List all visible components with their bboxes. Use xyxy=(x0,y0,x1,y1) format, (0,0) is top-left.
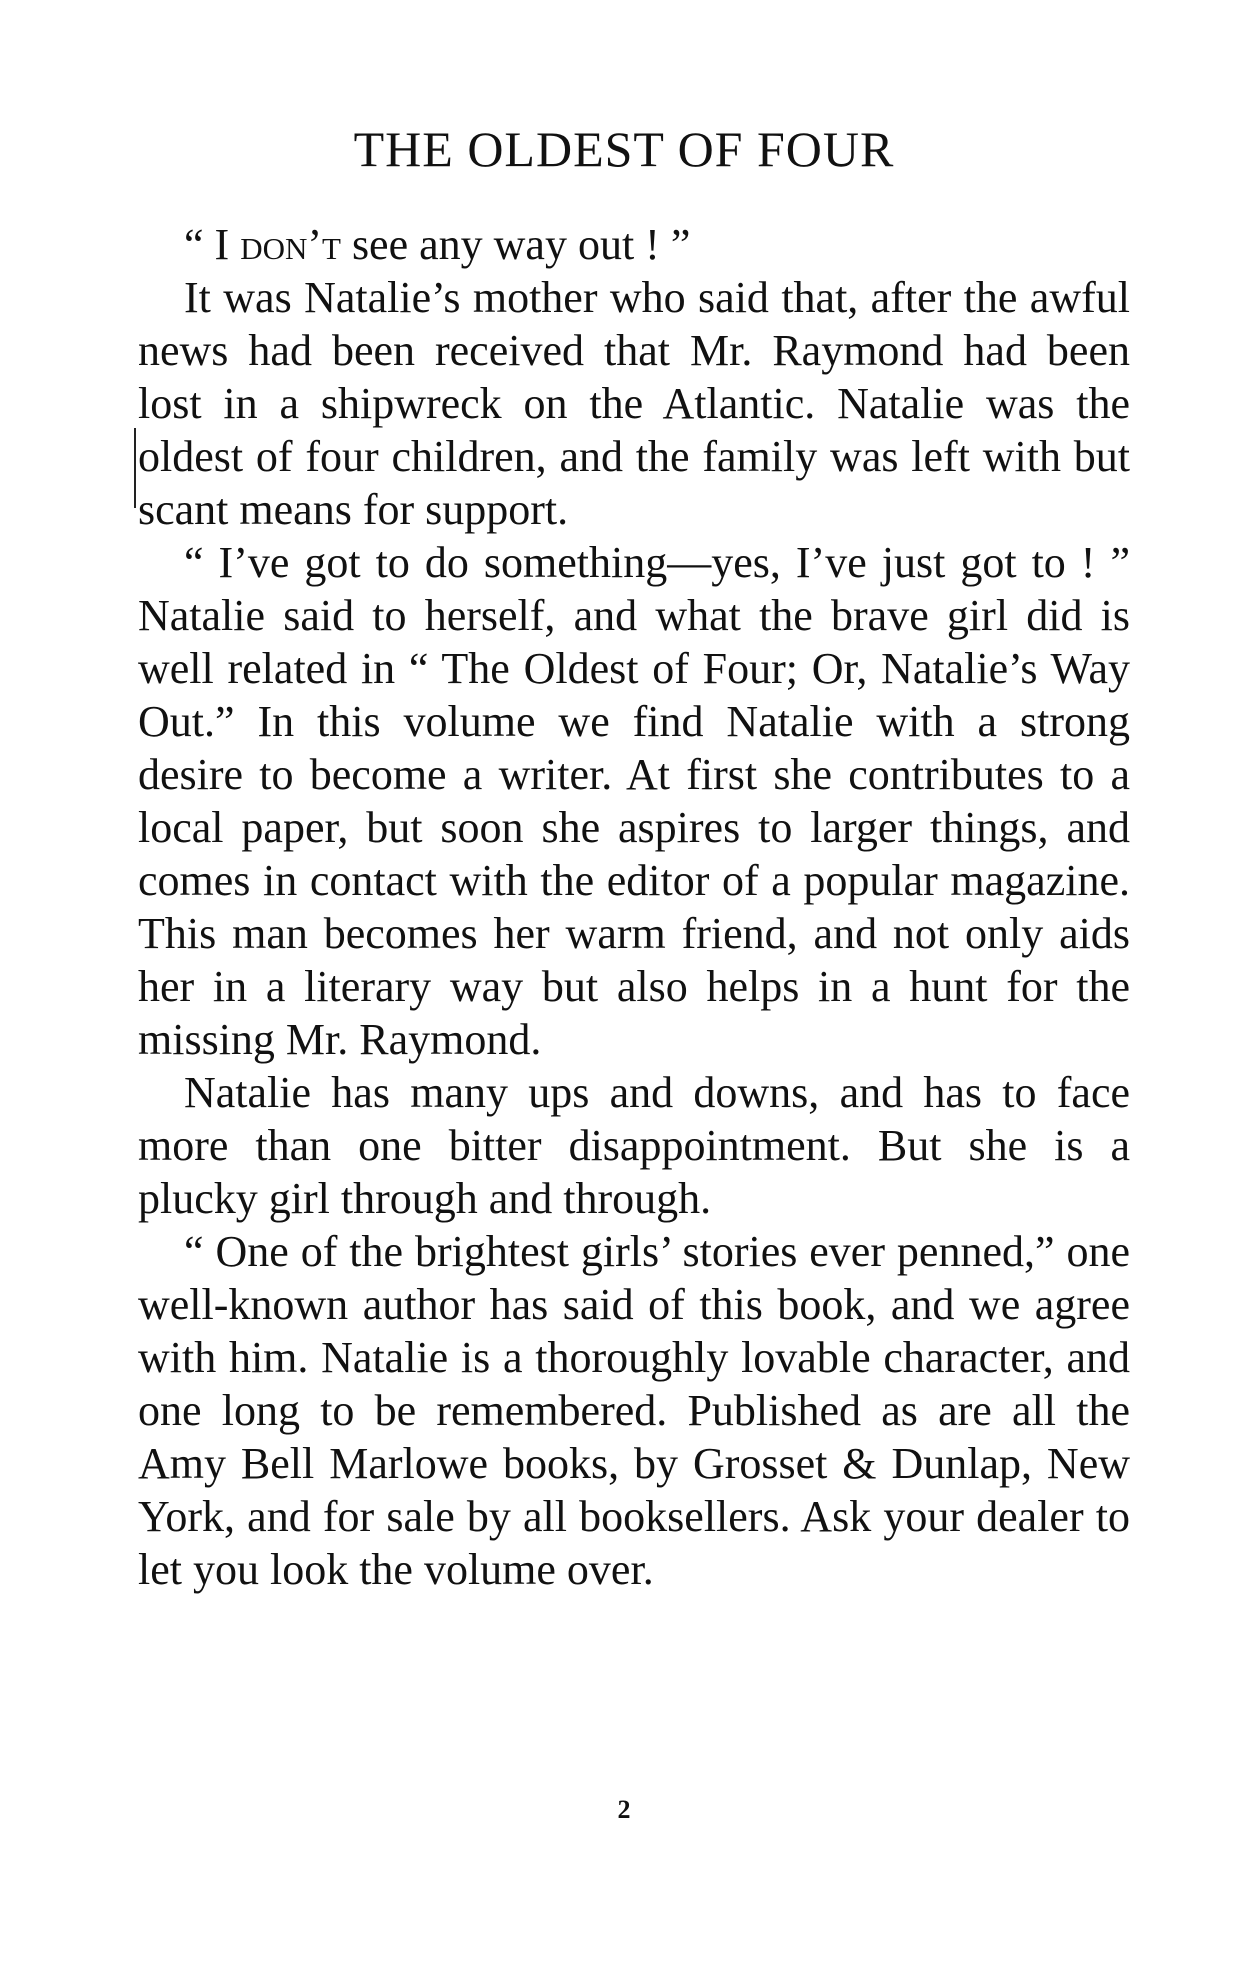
opening-quote-rest: see any way out ! ” xyxy=(340,220,691,269)
paragraph-review: “ One of the brightest girls’ stories ever penned,” one well-known author has said of this book, and we agree with him. Natalie is a thoroughly lovable character, and one long to be remembered. Published as are all the Amy Bell Marlowe books, by Grosset & Dunlap, New York, and for sale by all booksellers. Ask your dealer to let you look the volume over. xyxy=(138,1227,1130,1594)
opening-quote-paragraph xyxy=(138,218,1130,271)
body-text xyxy=(138,218,1130,1596)
page-number: 2 xyxy=(617,1795,631,1824)
opening-quote-start: “ I xyxy=(184,220,241,269)
margin-mark-upper xyxy=(134,428,136,508)
paragraph-ups-downs: Natalie has many ups and downs, and has to face more than one bitter disappointment. But she is a plucky girl through and through. xyxy=(138,1068,1130,1223)
page-title: THE OLDEST OF FOUR xyxy=(353,121,895,177)
paragraph-plot: “ I’ve got to do something—yes, I’ve just got to ! ” Natalie said to herself, and what the brave girl did is well related in “ The Oldest of Four; Or, Natalie’s Way Out.” In this volume we find Natalie with a strong desire to become a writer. At first she contributes to a local paper, but soon she aspires to larger things, and comes in contact with the editor of a popular magazine. This man becomes her warm friend, and not only aids her in a literary way but also helps in a hunt for the missing Mr. Raymond. xyxy=(138,538,1130,1064)
paragraph-news: It was Natalie’s mother who said that, after the awful news had been received that Mr. Raymond had been lost in a shipwreck on the Atlantic. Natalie was the oldest of four children, and the family was left with but scant means for support. xyxy=(138,273,1130,534)
opening-quote-smallcaps: don’t xyxy=(240,220,341,269)
